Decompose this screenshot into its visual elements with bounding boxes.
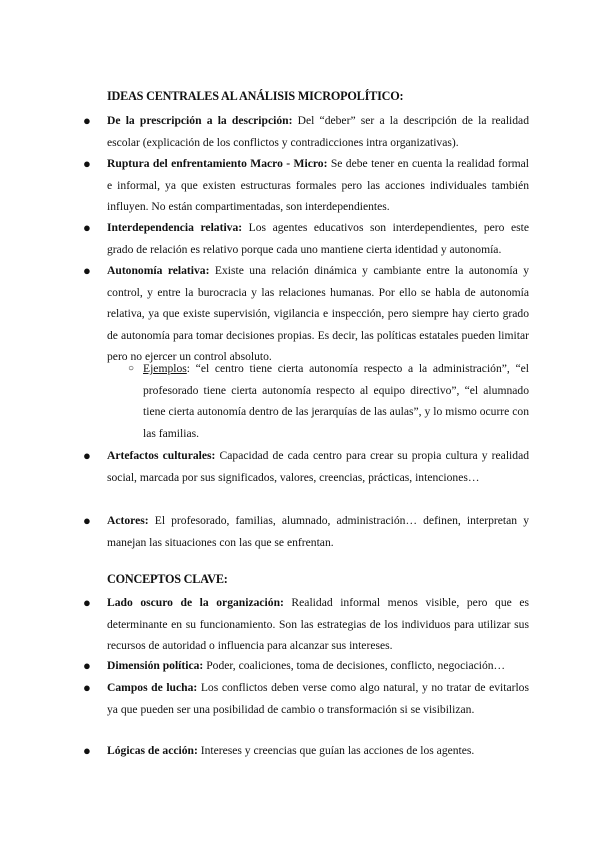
bullet-icon: ● (83, 156, 91, 171)
item-label: Autonomía relativa: (107, 264, 210, 277)
item-text: Se debe tener en cuenta la realidad formal e informal, ya que existen estructuras formales pero las acciones individuales también influyen. No están compartimentadas, son interdependientes. (107, 157, 529, 213)
bullet-icon: ● (83, 220, 91, 235)
item-label: De la prescripción a la descripción: (107, 114, 293, 127)
item-text: Poder, coaliciones, toma de decisiones, conflicto, negociación… (203, 659, 506, 672)
list-item-logicas-accion (83, 740, 529, 762)
bullet-icon: ● (83, 680, 91, 695)
item-text: Capacidad de cada centro para crear su propia cultura y realidad social, marcada por sus significados, valores, creencias, prácticas, intenciones… (107, 449, 530, 484)
bullet-icon: ● (83, 743, 91, 758)
bullet-icon: ● (83, 263, 91, 278)
item-label: Ruptura del enfrentamiento Macro - Micro: (107, 157, 328, 170)
bullet-icon: ● (83, 513, 91, 528)
list-item-interdependencia (83, 217, 529, 260)
list-item-ruptura (83, 153, 529, 218)
bullet-icon: ● (83, 448, 91, 463)
item-label: Lógicas de acción: (107, 744, 198, 757)
item-text: Los agentes educativos son interdependientes, pero este grado de relación es relativo porque cada uno mantiene cierta identidad y autonomía. (107, 221, 529, 256)
item-text: Del “deber” ser a la descripción de la realidad escolar (explicación de los conflictos y contradicciones intra organizativas). (107, 114, 529, 149)
list-item-autonomia (83, 260, 529, 368)
item-text: Existe una relación dinámica y cambiante entre la autonomía y control, y entre la burocracia y las relaciones humanas. Por ello se habla de autonomía relativa, ya que existe supervisión, vigilancia e inspección, pero siempre hay cierto grado de autonomía para tomar decisiones propias. Es decir, las políticas estatales pueden limitar pero no ejercer un control absoluto. (107, 264, 529, 363)
circle-bullet-icon: ○ (128, 363, 135, 374)
list-item-artefactos (83, 445, 530, 488)
item-text: Realidad informal menos visible, pero que es determinante en su funcionamiento. Son las estrategias de los individuos para utilizar sus recursos de autoridad o influencia para alcanzar sus intereses. (107, 596, 529, 652)
example-label: Ejemplos (143, 362, 187, 375)
item-label: Actores: (107, 514, 149, 527)
bullet-icon: ● (83, 658, 91, 673)
item-label: Artefactos culturales: (107, 449, 216, 462)
bullet-icon: ● (83, 113, 91, 128)
item-text: Intereses y creencias que guían las acciones de los agentes. (197, 744, 475, 757)
bullet-icon: ● (83, 595, 91, 610)
example-text: : “el centro tiene cierta autonomía respecto a la administración”, “el profesorado tiene cierta autonomía respecto al equipo directivo”, “el alumnado tiene cierta autonomía dentro de las jerarquías de las aulas”, y lo mismo ocurre con las familias. (143, 362, 529, 440)
item-text: Los conflictos deben verse como algo natural, y no tratar de evitarlos ya que pueden ser una posibilidad de cambio o transformación si se visibilizan. (107, 681, 529, 716)
list-item-campos-lucha (83, 677, 529, 720)
sub-item-ejemplos (128, 358, 529, 444)
section-title-conceptos: CONCEPTOS CLAVE: (107, 572, 228, 586)
section-title-ideas: IDEAS CENTRALES AL ANÁLISIS MICROPOLÍTICO: (107, 89, 404, 103)
list-item-actores (83, 510, 529, 553)
list-item-prescripcion (83, 110, 529, 153)
item-label: Lado oscuro de la organización: (107, 596, 284, 609)
item-label: Dimensión política: (107, 659, 204, 672)
list-item-dimension-politica (83, 655, 529, 677)
item-text: El profesorado, familias, alumnado, administración… definen, interpretan y manejan las situaciones con las que se enfrentan. (107, 514, 529, 549)
item-label: Interdependencia relativa: (107, 221, 243, 234)
list-item-lado-oscuro (83, 592, 529, 657)
item-label: Campos de lucha: (107, 681, 198, 694)
